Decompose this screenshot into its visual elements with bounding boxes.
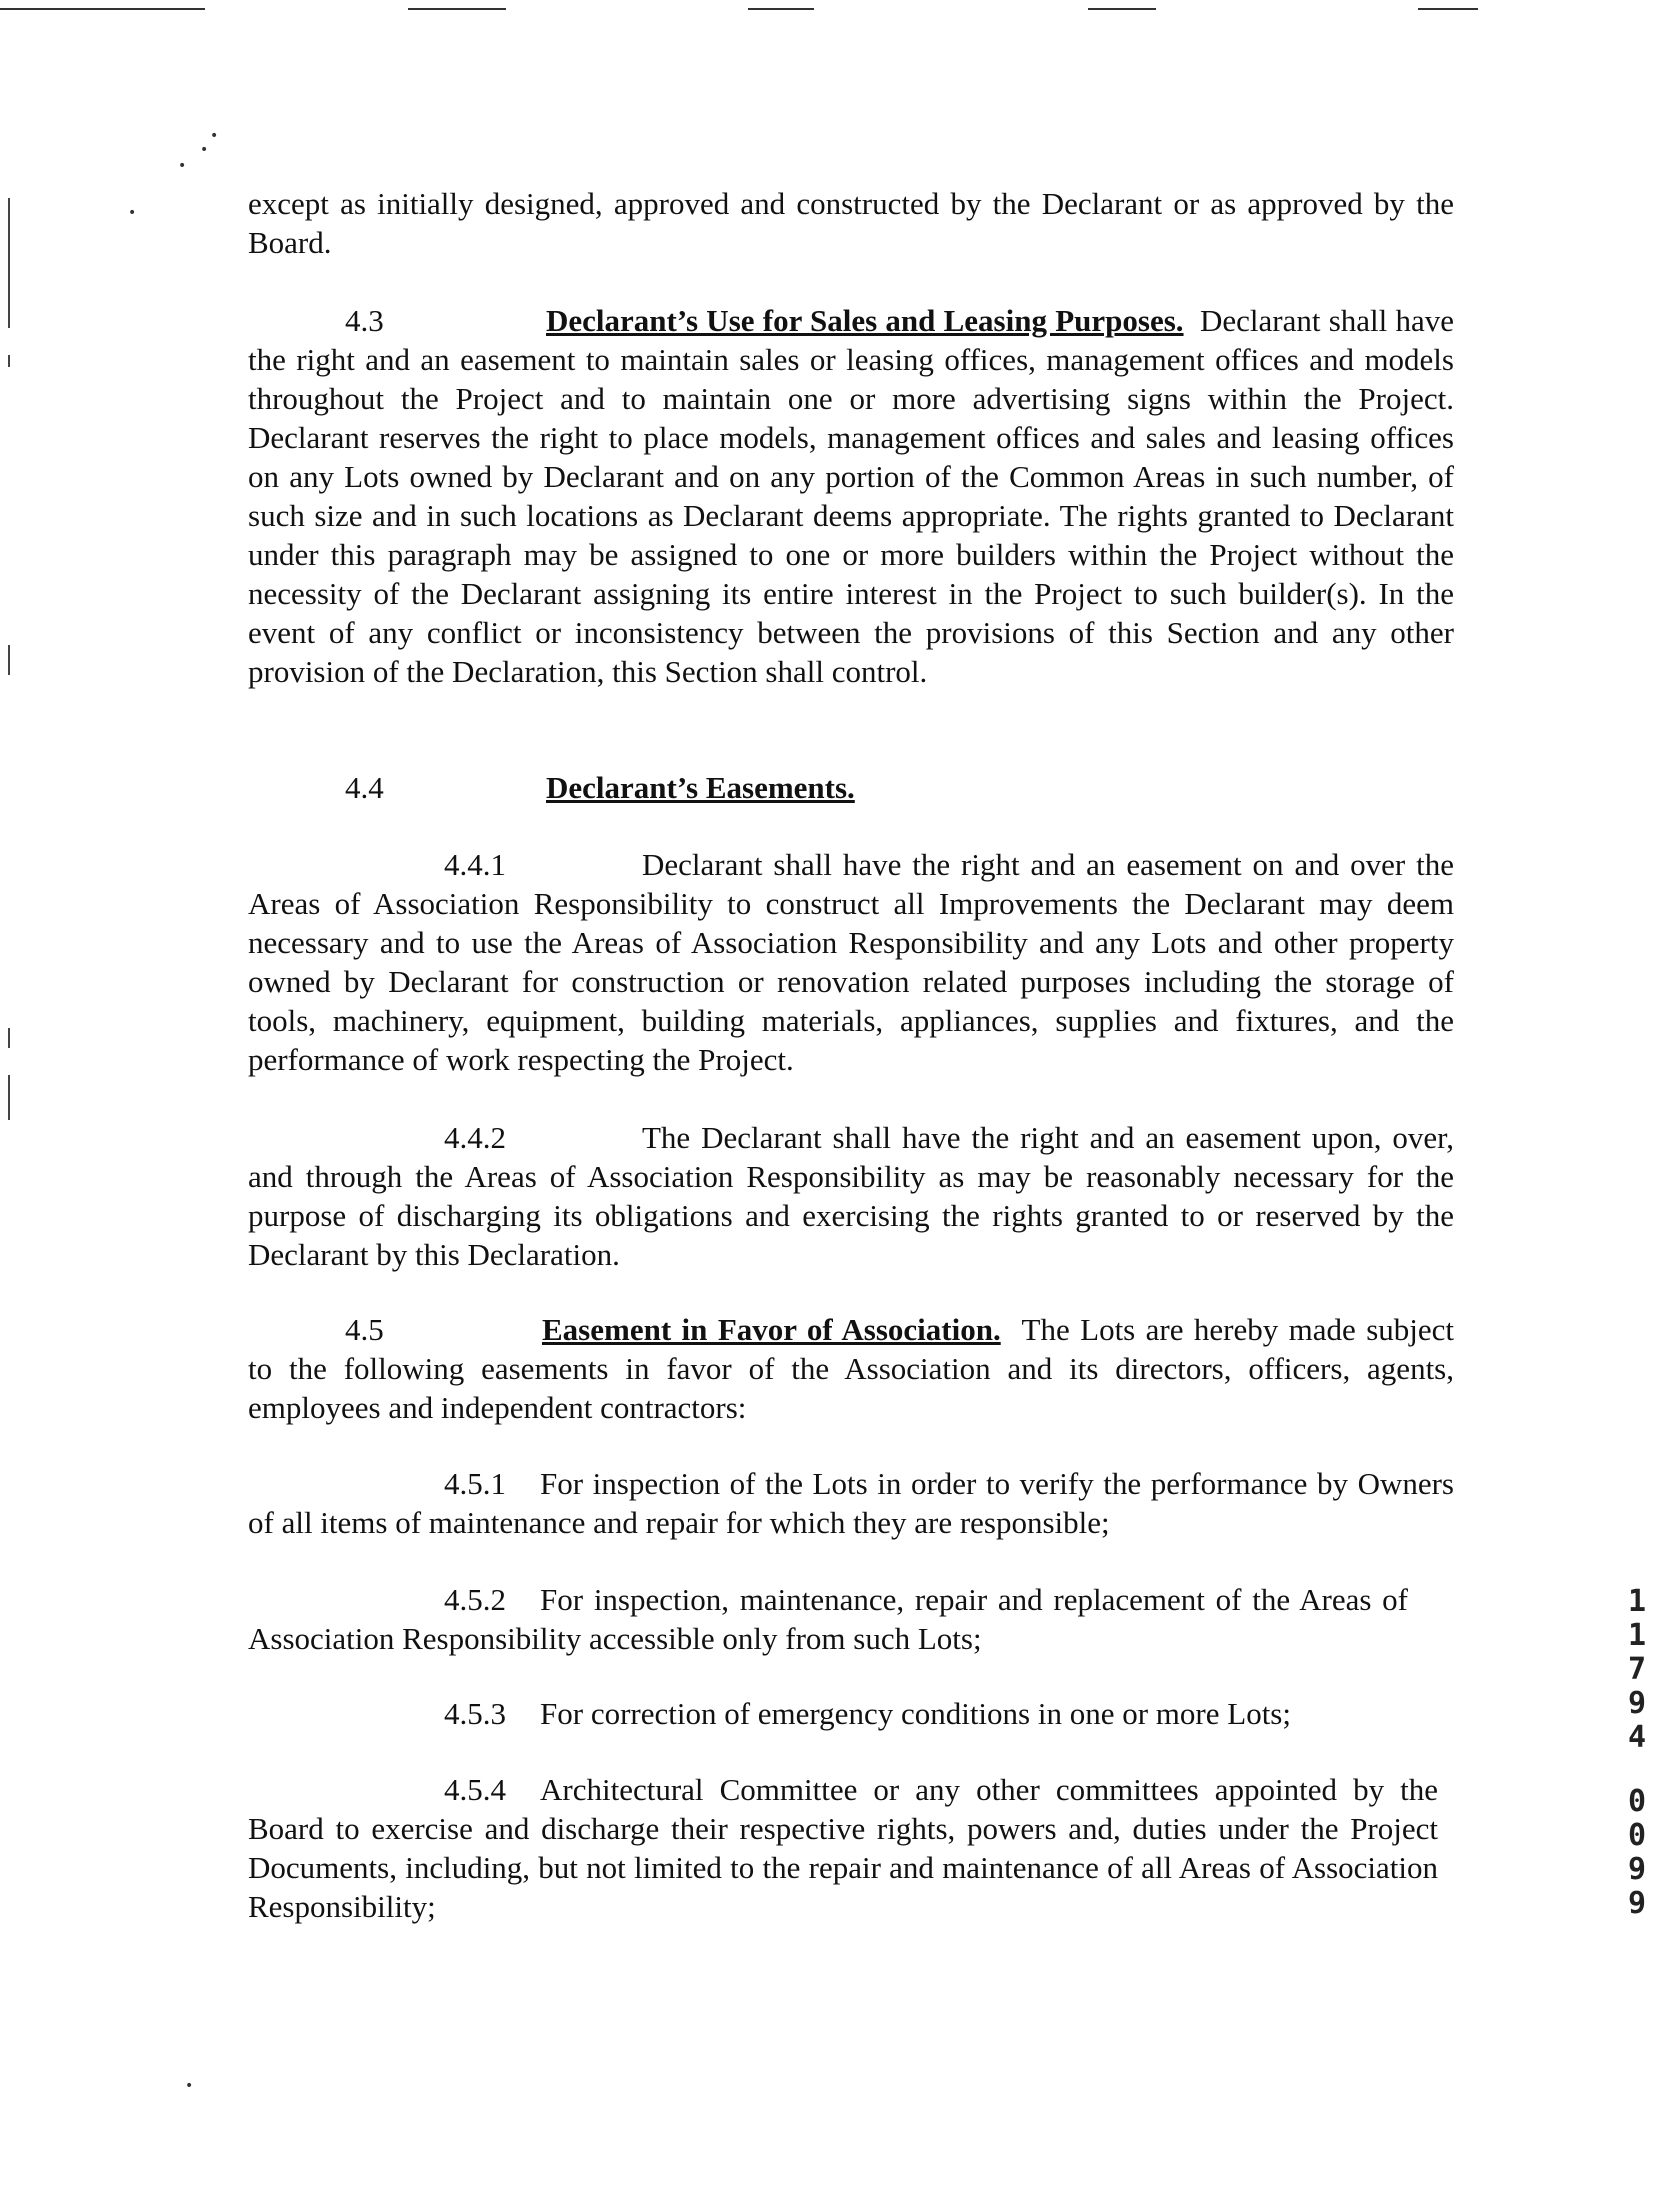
top-rule-3	[748, 8, 814, 10]
section-4-5-1	[248, 1464, 1454, 1542]
section-4-5-title: Easement in Favor of Association.	[542, 1312, 1001, 1347]
top-rule-2	[408, 8, 506, 10]
section-4-5-1-number: 4.5.1	[444, 1466, 506, 1501]
recording-stamp	[1622, 1585, 1652, 1921]
top-rule-4	[1088, 8, 1156, 10]
section-4-5-4	[248, 1770, 1438, 1926]
section-4-5-4-number: 4.5.4	[444, 1772, 506, 1807]
section-4-5-3	[248, 1694, 1454, 1733]
section-4-3-number: 4.3	[345, 303, 384, 338]
edge-mark-2	[8, 355, 10, 367]
stamp-digit-9: 9	[1627, 1886, 1647, 1921]
edge-mark-4	[8, 1028, 10, 1048]
section-4-5-body: The Lots are hereby made subject to the following easements in favor of the Association and its directors, officers, agents, employees and independent contractors:	[248, 1312, 1455, 1425]
top-rule-1	[0, 8, 205, 10]
section-4-5-4-body: Architectural Committee or any other committees appointed by the Board to exercise and discharge their respective rights, powers and, duties under the Project Documents, including, but not limited to the repair and maintenance of all Areas of Association Responsibility;	[248, 1772, 1438, 1924]
edge-mark-1	[8, 198, 10, 328]
section-4-5-number: 4.5	[345, 1312, 384, 1347]
section-4-5-2-body: For inspection, maintenance, repair and replacement of the Areas of Association Responsibility accessible only from such Lots;	[248, 1582, 1408, 1656]
stamp-digit-4: 9	[1627, 1686, 1647, 1721]
edge-mark-3	[8, 645, 10, 675]
section-4-3-body: Declarant shall have the right and an easement to maintain sales or leasing offices, management offices and models throughout the Project and to maintain one or more advertising signs within the Project. Declarant reserves the right to place models, management offices and sales and leasing offices on any Lots owned by Declarant and on any portion of the Common Areas in such number, of such size and in such locations as Declarant deems appropriate. The rights granted to Declarant under this paragraph may be assigned to one or more builders within the Project without the necessity of the Declarant assigning its entire interest in the Project to such builder(s). In the event of any conflict or inconsistency between the provisions of this Section and any other provision of the Declaration, this Section shall control.	[248, 303, 1455, 689]
section-4-4-2-body: The Declarant shall have the right and an easement upon, over, and through the Areas of Association Responsibility as may be reasonably necessary for the purpose of discharging its obligations and exercising the rights granted to or reserved by the Declarant by this Declaration.	[248, 1120, 1454, 1272]
stamp-digit-1: 1	[1627, 1584, 1647, 1619]
section-4-4-title: Declarant’s Easements.	[546, 770, 855, 805]
scan-speck-1: •	[210, 128, 219, 144]
stamp-digit-6: 0	[1627, 1784, 1647, 1819]
section-4-4-1-number: 4.4.1	[444, 847, 506, 882]
section-4-5	[248, 1310, 1454, 1427]
stamp-digit-5: 4	[1627, 1720, 1647, 1755]
paragraph-intro	[248, 184, 1454, 262]
section-4-5-2	[248, 1580, 1408, 1658]
section-4-3	[248, 301, 1454, 691]
scan-speck-5: •	[185, 2078, 194, 2094]
top-rule-5	[1418, 8, 1478, 10]
scan-speck-3: •	[178, 158, 187, 174]
stamp-digit-8: 9	[1627, 1852, 1647, 1887]
scan-speck-4: •	[128, 205, 137, 221]
section-4-4-2	[248, 1118, 1454, 1274]
stamp-digit-3: 7	[1627, 1652, 1647, 1687]
section-4-4	[248, 768, 1454, 807]
edge-mark-5	[8, 1075, 10, 1120]
section-4-4-number: 4.4	[345, 770, 384, 805]
stamp-digit-7: 0	[1627, 1818, 1647, 1853]
section-4-5-3-number: 4.5.3	[444, 1696, 506, 1731]
section-4-4-1-body: Declarant shall have the right and an easement on and over the Areas of Association Responsibility to construct all Improvements the Declarant may deem necessary and to use the Areas of Association Responsibility and any Lots and other property owned by Declarant for construction or renovation related purposes including the storage of tools, machinery, equipment, building materials, appliances, supplies and fixtures, and the performance of work respecting the Project.	[248, 847, 1454, 1077]
paragraph-intro-text: except as initially designed, approved and constructed by the Declarant or as approved by the Board.	[248, 186, 1454, 260]
section-4-4-2-number: 4.4.2	[444, 1120, 506, 1155]
stamp-digit-2: 1	[1627, 1618, 1647, 1653]
section-4-5-2-number: 4.5.2	[444, 1582, 506, 1617]
scan-speck-2: •	[200, 142, 209, 158]
section-4-5-1-body: For inspection of the Lots in order to verify the performance by Owners of all items of maintenance and repair for which they are responsible;	[248, 1466, 1454, 1540]
section-4-3-title: Declarant’s Use for Sales and Leasing Purposes.	[546, 303, 1184, 338]
section-4-5-3-body: For correction of emergency conditions in one or more Lots;	[540, 1696, 1291, 1731]
section-4-4-1	[248, 845, 1454, 1079]
